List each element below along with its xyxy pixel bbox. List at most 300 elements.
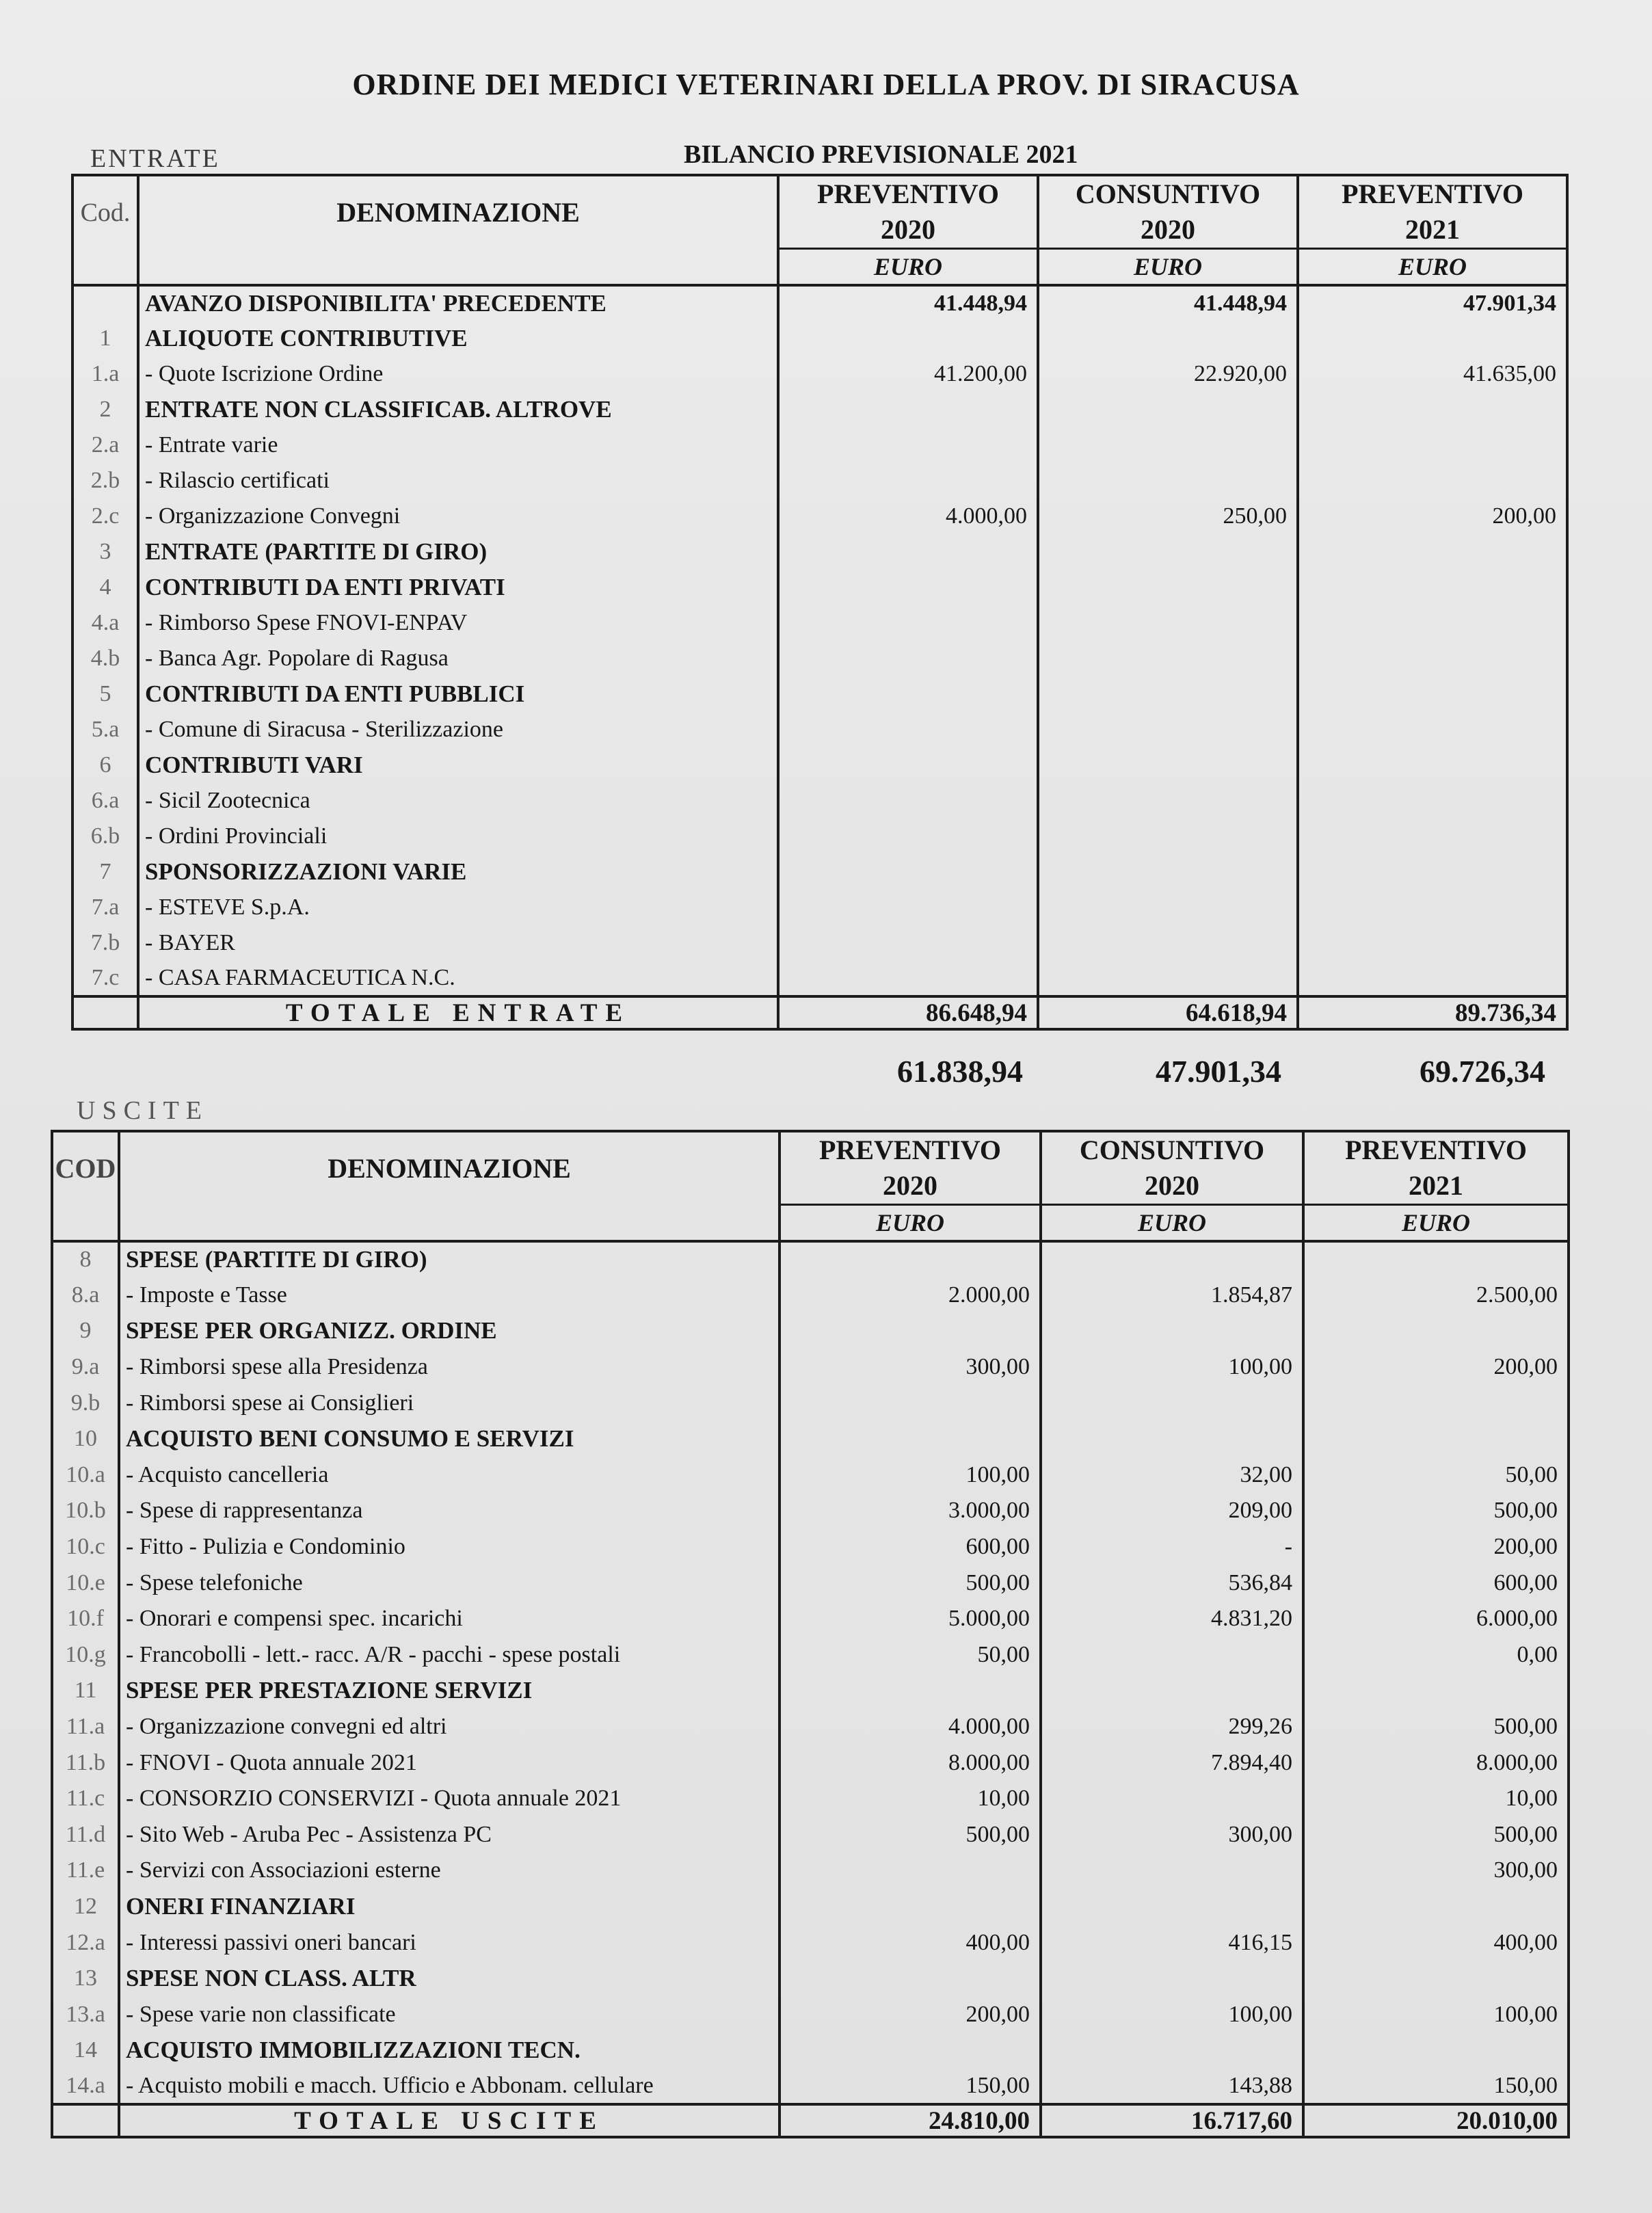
difference-preventivo-2020: 61.838,94	[897, 1054, 1023, 1089]
row-consuntivo-2020	[1038, 427, 1298, 463]
table-row	[52, 1637, 1569, 1673]
row-code: 11.e	[52, 1853, 119, 1889]
row-preventivo-2021	[1298, 641, 1567, 676]
total-consuntivo-2020: 64.618,94	[1038, 996, 1298, 1029]
row-code: 10.b	[52, 1493, 119, 1529]
row-description: - Organizzazione convegni ed altri	[119, 1709, 780, 1745]
row-consuntivo-2020: 7.894,40	[1041, 1745, 1303, 1781]
row-preventivo-2021	[1303, 2032, 1569, 2069]
row-preventivo-2020	[780, 1889, 1041, 1925]
row-preventivo-2021: 400,00	[1303, 1924, 1569, 1961]
row-code: 2.a	[72, 427, 138, 463]
row-preventivo-2021	[1298, 392, 1567, 427]
row-preventivo-2020: 600,00	[780, 1529, 1041, 1565]
table-row	[52, 1853, 1569, 1889]
row-preventivo-2020	[778, 819, 1038, 854]
row-preventivo-2020: 300,00	[780, 1349, 1041, 1386]
row-preventivo-2021	[1298, 819, 1567, 854]
total-preventivo-2021: 89.736,34	[1298, 996, 1567, 1029]
row-preventivo-2021: 200,00	[1303, 1529, 1569, 1565]
document-title: ORDINE DEI MEDICI VETERINARI DELLA PROV. DI SIRACUSA	[352, 68, 1300, 101]
row-preventivo-2020	[778, 854, 1038, 890]
row-description: - Rilascio certificati	[138, 463, 778, 499]
row-code: 13	[52, 1961, 119, 1997]
row-consuntivo-2020	[1038, 605, 1298, 641]
row-preventivo-2020	[780, 2032, 1041, 2069]
row-preventivo-2021	[1298, 534, 1567, 570]
row-preventivo-2020	[778, 534, 1038, 570]
row-preventivo-2021	[1303, 1421, 1569, 1457]
preventivo-2020-header: PREVENTIVO 2020	[778, 175, 1038, 249]
row-preventivo-2021: 0,00	[1303, 1637, 1569, 1673]
row-preventivo-2020	[778, 427, 1038, 463]
row-code: 12.a	[52, 1924, 119, 1961]
row-code: 10.c	[52, 1529, 119, 1565]
row-description: - Rimborso Spese FNOVI-ENPAV	[138, 605, 778, 641]
table-row	[72, 783, 1567, 819]
row-code: 12	[52, 1889, 119, 1925]
row-consuntivo-2020	[1038, 890, 1298, 925]
uscite-table	[51, 1130, 1570, 2138]
row-description: - Francobolli - lett.- racc. A/R - pacchi - spese postali	[119, 1637, 780, 1673]
table-row	[72, 819, 1567, 854]
row-code: 2	[72, 392, 138, 427]
table-row	[72, 925, 1567, 961]
row-preventivo-2020	[778, 712, 1038, 747]
table-row	[52, 1493, 1569, 1529]
row-consuntivo-2020: 299,26	[1041, 1709, 1303, 1745]
table-row	[52, 1673, 1569, 1709]
row-code: 7	[72, 854, 138, 890]
row-preventivo-2021: 200,00	[1298, 499, 1567, 534]
table-row	[72, 676, 1567, 712]
row-preventivo-2021: 600,00	[1303, 1565, 1569, 1601]
table-row	[72, 285, 1567, 321]
row-description: - Spese varie non classificate	[119, 1996, 780, 2032]
row-code: 8.a	[52, 1277, 119, 1314]
table-row	[72, 890, 1567, 925]
row-description: - Sicil Zootecnica	[138, 783, 778, 819]
document-subtitle: BILANCIO PREVISIONALE 2021	[684, 140, 1078, 169]
row-description: - Ordini Provinciali	[138, 819, 778, 854]
row-consuntivo-2020	[1038, 854, 1298, 890]
table-row	[72, 427, 1567, 463]
row-preventivo-2020	[778, 463, 1038, 499]
unit-label: EURO	[1298, 249, 1567, 286]
total-consuntivo-2020: 16.717,60	[1041, 2104, 1303, 2137]
row-code: 9.b	[52, 1385, 119, 1421]
row-code: 10.f	[52, 1601, 119, 1637]
row-preventivo-2020: 500,00	[780, 1565, 1041, 1601]
row-consuntivo-2020	[1041, 1241, 1303, 1277]
row-description: - Rimborsi spese alla Presidenza	[119, 1349, 780, 1386]
row-consuntivo-2020: 250,00	[1038, 499, 1298, 534]
row-consuntivo-2020: 4.831,20	[1041, 1601, 1303, 1637]
row-description: - Imposte e Tasse	[119, 1277, 780, 1314]
table-row	[72, 641, 1567, 676]
row-description: - BAYER	[138, 925, 778, 961]
entrate-table	[71, 174, 1569, 1031]
total-code	[52, 2104, 119, 2137]
row-consuntivo-2020: 143,88	[1041, 2069, 1303, 2105]
row-code: 11.a	[52, 1709, 119, 1745]
table-row	[72, 534, 1567, 570]
row-description: - Entrate varie	[138, 427, 778, 463]
row-consuntivo-2020	[1038, 676, 1298, 712]
row-preventivo-2020: 200,00	[780, 1996, 1041, 2032]
row-consuntivo-2020	[1041, 1637, 1303, 1673]
row-description: - Acquisto mobili e macch. Ufficio e Abbonam. cellulare	[119, 2069, 780, 2105]
table-row	[52, 2069, 1569, 2105]
row-consuntivo-2020	[1038, 641, 1298, 676]
cod-header: Cod.	[72, 175, 138, 249]
row-code: 10.a	[52, 1457, 119, 1494]
row-preventivo-2020: 2.000,00	[780, 1277, 1041, 1314]
row-code: 10.e	[52, 1565, 119, 1601]
row-preventivo-2021	[1303, 1889, 1569, 1925]
row-preventivo-2020: 41.448,94	[778, 285, 1038, 321]
row-code: 4.a	[72, 605, 138, 641]
row-description: - Servizi con Associazioni esterne	[119, 1853, 780, 1889]
unit-label: EURO	[778, 249, 1038, 286]
table-row	[52, 1961, 1569, 1997]
consuntivo-2020-header: CONSUNTIVO 2020	[1041, 1131, 1303, 1205]
row-description: ALIQUOTE CONTRIBUTIVE	[138, 321, 778, 356]
row-preventivo-2020	[778, 570, 1038, 605]
row-preventivo-2021	[1298, 961, 1567, 996]
row-code: 4.b	[72, 641, 138, 676]
difference-preventivo-2021: 69.726,34	[1420, 1054, 1545, 1089]
table-row	[52, 1385, 1569, 1421]
row-description: SPESE PER ORGANIZZ. ORDINE	[119, 1313, 780, 1349]
table-row	[72, 356, 1567, 392]
row-code: 11.d	[52, 1817, 119, 1853]
table-row	[72, 321, 1567, 356]
table-row	[72, 570, 1567, 605]
row-description: - FNOVI - Quota annuale 2021	[119, 1745, 780, 1781]
row-preventivo-2020: 100,00	[780, 1457, 1041, 1494]
row-code	[72, 285, 138, 321]
unit-label: EURO	[1303, 1205, 1569, 1242]
row-preventivo-2020	[780, 1853, 1041, 1889]
row-preventivo-2020: 5.000,00	[780, 1601, 1041, 1637]
table-row	[52, 1313, 1569, 1349]
row-code: 2.c	[72, 499, 138, 534]
row-preventivo-2020	[778, 747, 1038, 783]
row-preventivo-2021: 2.500,00	[1303, 1277, 1569, 1314]
row-preventivo-2021	[1298, 747, 1567, 783]
row-consuntivo-2020: 41.448,94	[1038, 285, 1298, 321]
total-row	[72, 996, 1567, 1029]
row-code: 7.c	[72, 961, 138, 996]
row-preventivo-2020: 4.000,00	[780, 1709, 1041, 1745]
table-row	[52, 1817, 1569, 1853]
table-row	[72, 961, 1567, 996]
row-description: SPESE (PARTITE DI GIRO)	[119, 1241, 780, 1277]
table-row	[52, 1709, 1569, 1745]
row-code: 9	[52, 1313, 119, 1349]
row-preventivo-2021: 300,00	[1303, 1853, 1569, 1889]
row-description: SPESE NON CLASS. ALTR	[119, 1961, 780, 1997]
row-description: - Comune di Siracusa - Sterilizzazione	[138, 712, 778, 747]
denominazione-header: DENOMINAZIONE	[138, 175, 778, 249]
row-consuntivo-2020	[1041, 1961, 1303, 1997]
row-preventivo-2020	[780, 1313, 1041, 1349]
row-preventivo-2020: 4.000,00	[778, 499, 1038, 534]
row-preventivo-2021: 500,00	[1303, 1817, 1569, 1853]
row-consuntivo-2020	[1038, 783, 1298, 819]
row-consuntivo-2020	[1038, 321, 1298, 356]
row-consuntivo-2020	[1038, 961, 1298, 996]
row-preventivo-2021: 500,00	[1303, 1709, 1569, 1745]
unit-label: EURO	[1038, 249, 1298, 286]
table-row	[52, 1781, 1569, 1817]
row-consuntivo-2020: 536,84	[1041, 1565, 1303, 1601]
row-preventivo-2021: 200,00	[1303, 1349, 1569, 1386]
row-consuntivo-2020: 22.920,00	[1038, 356, 1298, 392]
row-description: CONTRIBUTI DA ENTI PRIVATI	[138, 570, 778, 605]
table-row	[52, 1565, 1569, 1601]
row-description: CONTRIBUTI DA ENTI PUBBLICI	[138, 676, 778, 712]
row-description: - Quote Iscrizione Ordine	[138, 356, 778, 392]
row-preventivo-2020	[780, 1385, 1041, 1421]
unit-label: EURO	[780, 1205, 1041, 1242]
cod-header: COD	[52, 1131, 119, 1205]
row-code: 3	[72, 534, 138, 570]
row-preventivo-2021: 47.901,34	[1298, 285, 1567, 321]
total-label: TOTALE USCITE	[119, 2104, 780, 2137]
row-preventivo-2020	[778, 641, 1038, 676]
row-preventivo-2020: 10,00	[780, 1781, 1041, 1817]
row-consuntivo-2020: 1.854,87	[1041, 1277, 1303, 1314]
row-consuntivo-2020: 100,00	[1041, 1996, 1303, 2032]
table-row	[72, 499, 1567, 534]
row-description: - Banca Agr. Popolare di Ragusa	[138, 641, 778, 676]
row-preventivo-2021	[1303, 1961, 1569, 1997]
row-description: - Acquisto cancelleria	[119, 1457, 780, 1494]
row-preventivo-2020	[780, 1421, 1041, 1457]
row-description: ENTRATE (PARTITE DI GIRO)	[138, 534, 778, 570]
row-code: 9.a	[52, 1349, 119, 1386]
row-code: 1.a	[72, 356, 138, 392]
row-code: 11	[52, 1673, 119, 1709]
row-preventivo-2021	[1298, 463, 1567, 499]
row-preventivo-2021	[1303, 1241, 1569, 1277]
row-preventivo-2021: 41.635,00	[1298, 356, 1567, 392]
row-code: 11.b	[52, 1745, 119, 1781]
row-consuntivo-2020	[1038, 712, 1298, 747]
row-consuntivo-2020	[1041, 1313, 1303, 1349]
row-consuntivo-2020	[1038, 570, 1298, 605]
row-code: 2.b	[72, 463, 138, 499]
row-preventivo-2021	[1298, 427, 1567, 463]
row-preventivo-2020: 41.200,00	[778, 356, 1038, 392]
total-code	[72, 996, 138, 1029]
row-code: 4	[72, 570, 138, 605]
row-preventivo-2020: 8.000,00	[780, 1745, 1041, 1781]
row-code: 8	[52, 1241, 119, 1277]
row-preventivo-2021	[1298, 890, 1567, 925]
row-description: - Onorari e compensi spec. incarichi	[119, 1601, 780, 1637]
row-consuntivo-2020: 100,00	[1041, 1349, 1303, 1386]
row-code: 5	[72, 676, 138, 712]
row-description: CONTRIBUTI VARI	[138, 747, 778, 783]
row-preventivo-2021	[1298, 676, 1567, 712]
table-row	[72, 747, 1567, 783]
table-row	[72, 854, 1567, 890]
row-consuntivo-2020	[1041, 1673, 1303, 1709]
row-preventivo-2020	[778, 676, 1038, 712]
table-row	[52, 1349, 1569, 1386]
row-description: - Spese di rappresentanza	[119, 1493, 780, 1529]
row-preventivo-2021	[1298, 712, 1567, 747]
row-preventivo-2020: 500,00	[780, 1817, 1041, 1853]
row-description: - Spese telefoniche	[119, 1565, 780, 1601]
row-preventivo-2020	[778, 605, 1038, 641]
row-code: 6	[72, 747, 138, 783]
table-row	[72, 463, 1567, 499]
consuntivo-2020-header: CONSUNTIVO 2020	[1038, 175, 1298, 249]
preventivo-2020-header: PREVENTIVO 2020	[780, 1131, 1041, 1205]
row-consuntivo-2020: 209,00	[1041, 1493, 1303, 1529]
row-consuntivo-2020: 416,15	[1041, 1924, 1303, 1961]
row-code: 11.c	[52, 1781, 119, 1817]
preventivo-2021-header: PREVENTIVO 2021	[1298, 175, 1567, 249]
row-description: - Rimborsi spese ai Consiglieri	[119, 1385, 780, 1421]
row-description: - Sito Web - Aruba Pec - Assistenza PC	[119, 1817, 780, 1853]
row-preventivo-2021: 6.000,00	[1303, 1601, 1569, 1637]
row-preventivo-2021: 500,00	[1303, 1493, 1569, 1529]
row-preventivo-2021: 150,00	[1303, 2069, 1569, 2105]
table-row	[52, 1421, 1569, 1457]
row-description: AVANZO DISPONIBILITA' PRECEDENTE	[138, 285, 778, 321]
table-row	[52, 1277, 1569, 1314]
table-row	[52, 1529, 1569, 1565]
table-row	[72, 392, 1567, 427]
row-preventivo-2020	[778, 321, 1038, 356]
row-description: - CASA FARMACEUTICA N.C.	[138, 961, 778, 996]
row-consuntivo-2020	[1041, 2032, 1303, 2069]
row-preventivo-2020	[780, 1241, 1041, 1277]
row-code: 10.g	[52, 1637, 119, 1673]
row-code: 5.a	[72, 712, 138, 747]
row-code: 10	[52, 1421, 119, 1457]
table-row	[72, 605, 1567, 641]
total-preventivo-2021: 20.010,00	[1303, 2104, 1569, 2137]
row-preventivo-2021: 8.000,00	[1303, 1745, 1569, 1781]
row-description: SPESE PER PRESTAZIONE SERVIZI	[119, 1673, 780, 1709]
row-preventivo-2020	[778, 890, 1038, 925]
row-preventivo-2020	[780, 1673, 1041, 1709]
row-preventivo-2020: 150,00	[780, 2069, 1041, 2105]
table-row	[52, 2032, 1569, 2069]
row-description: - CONSORZIO CONSERVIZI - Quota annuale 2021	[119, 1781, 780, 1817]
row-code: 7.b	[72, 925, 138, 961]
row-preventivo-2021	[1298, 321, 1567, 356]
row-preventivo-2020	[778, 783, 1038, 819]
row-code: 1	[72, 321, 138, 356]
row-preventivo-2021: 50,00	[1303, 1457, 1569, 1494]
row-preventivo-2020	[780, 1961, 1041, 1997]
row-preventivo-2020	[778, 961, 1038, 996]
uscite-label: USCITE	[77, 1096, 209, 1125]
row-description: ACQUISTO IMMOBILIZZAZIONI TECN.	[119, 2032, 780, 2069]
row-consuntivo-2020	[1038, 747, 1298, 783]
row-description: - Interessi passivi oneri bancari	[119, 1924, 780, 1961]
row-preventivo-2021	[1303, 1385, 1569, 1421]
row-code: 13.a	[52, 1996, 119, 2032]
row-preventivo-2021	[1303, 1313, 1569, 1349]
row-preventivo-2020: 3.000,00	[780, 1493, 1041, 1529]
row-preventivo-2021: 100,00	[1303, 1996, 1569, 2032]
row-code: 6.a	[72, 783, 138, 819]
row-consuntivo-2020	[1041, 1889, 1303, 1925]
table-row	[52, 1745, 1569, 1781]
row-preventivo-2021	[1298, 783, 1567, 819]
table-row	[52, 1601, 1569, 1637]
row-consuntivo-2020: 300,00	[1041, 1817, 1303, 1853]
total-label: TOTALE ENTRATE	[138, 996, 778, 1029]
row-consuntivo-2020	[1041, 1385, 1303, 1421]
row-code: 14	[52, 2032, 119, 2069]
row-description: - Organizzazione Convegni	[138, 499, 778, 534]
row-preventivo-2021	[1298, 854, 1567, 890]
entrate-label: ENTRATE	[90, 144, 220, 173]
row-consuntivo-2020	[1038, 819, 1298, 854]
total-preventivo-2020: 86.648,94	[778, 996, 1038, 1029]
row-preventivo-2020: 400,00	[780, 1924, 1041, 1961]
denominazione-header: DENOMINAZIONE	[119, 1131, 780, 1205]
row-consuntivo-2020	[1041, 1853, 1303, 1889]
row-code: 7.a	[72, 890, 138, 925]
row-code: 14.a	[52, 2069, 119, 2105]
table-row	[52, 1996, 1569, 2032]
difference-consuntivo-2020: 47.901,34	[1156, 1054, 1281, 1089]
row-preventivo-2020	[778, 925, 1038, 961]
row-description: SPONSORIZZAZIONI VARIE	[138, 854, 778, 890]
row-consuntivo-2020	[1041, 1781, 1303, 1817]
row-consuntivo-2020	[1041, 1421, 1303, 1457]
row-description: ONERI FINANZIARI	[119, 1889, 780, 1925]
row-description: ACQUISTO BENI CONSUMO E SERVIZI	[119, 1421, 780, 1457]
row-preventivo-2021	[1298, 605, 1567, 641]
preventivo-2021-header: PREVENTIVO 2021	[1303, 1131, 1569, 1205]
row-preventivo-2020: 50,00	[780, 1637, 1041, 1673]
row-consuntivo-2020: 32,00	[1041, 1457, 1303, 1494]
row-consuntivo-2020	[1038, 534, 1298, 570]
row-preventivo-2021	[1298, 570, 1567, 605]
row-preventivo-2020	[778, 392, 1038, 427]
total-preventivo-2020: 24.810,00	[780, 2104, 1041, 2137]
row-consuntivo-2020	[1038, 392, 1298, 427]
row-description: - ESTEVE S.p.A.	[138, 890, 778, 925]
table-row	[52, 1889, 1569, 1925]
row-description: - Fitto - Pulizia e Condominio	[119, 1529, 780, 1565]
row-code: 6.b	[72, 819, 138, 854]
row-preventivo-2021	[1303, 1673, 1569, 1709]
row-description: ENTRATE NON CLASSIFICAB. ALTROVE	[138, 392, 778, 427]
row-consuntivo-2020: -	[1041, 1529, 1303, 1565]
row-preventivo-2021	[1298, 925, 1567, 961]
table-row	[72, 712, 1567, 747]
total-row	[52, 2104, 1569, 2137]
row-preventivo-2021: 10,00	[1303, 1781, 1569, 1817]
table-row	[52, 1924, 1569, 1961]
table-row	[52, 1241, 1569, 1277]
table-row	[52, 1457, 1569, 1494]
row-consuntivo-2020	[1038, 925, 1298, 961]
row-consuntivo-2020	[1038, 463, 1298, 499]
